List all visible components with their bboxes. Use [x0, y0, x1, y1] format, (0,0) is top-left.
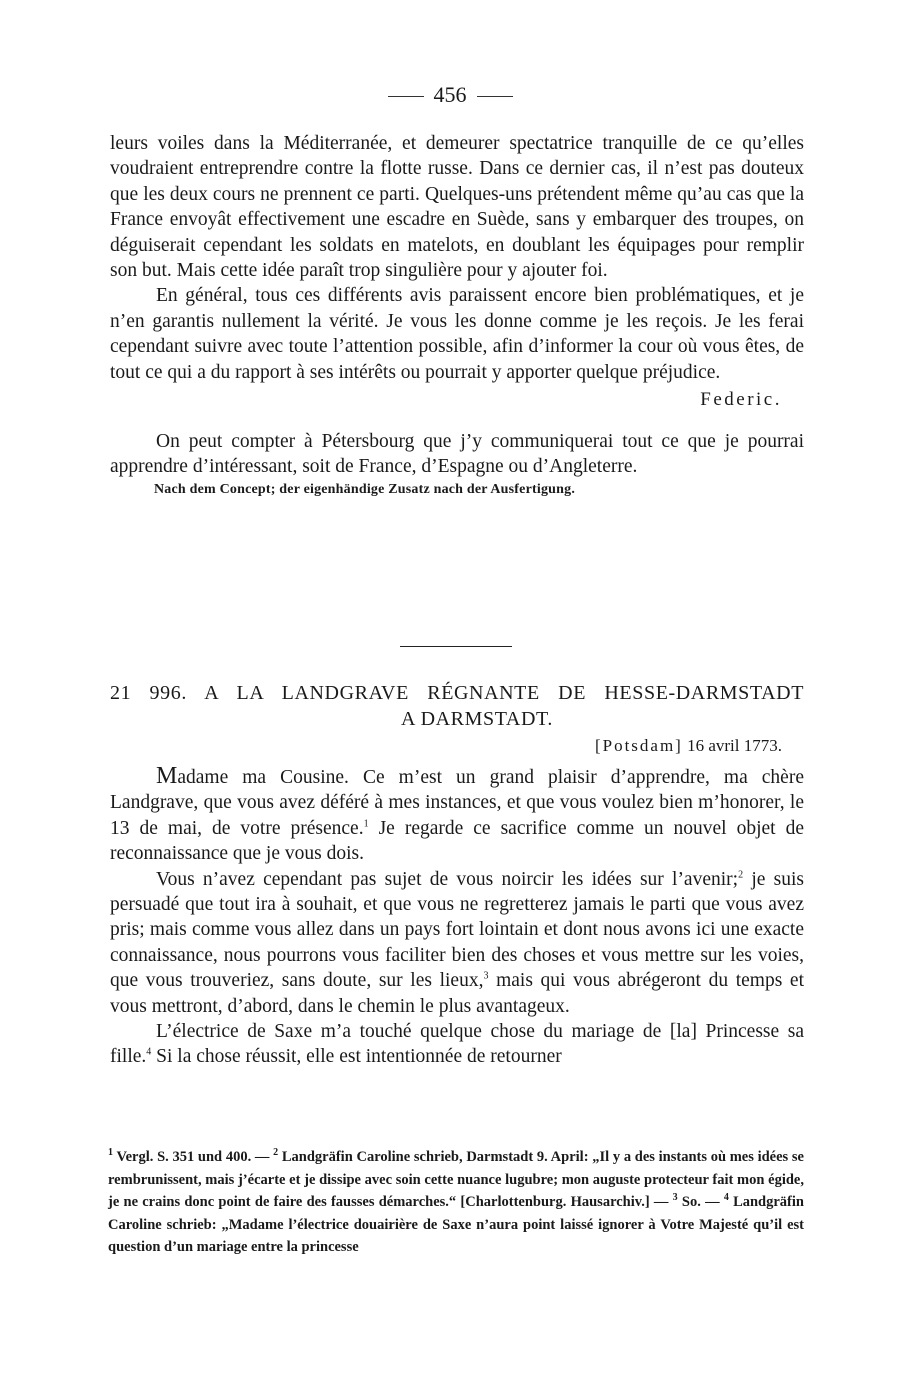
letter-body — [110, 764, 804, 1070]
footnote-3: So. — — [677, 1194, 724, 1211]
letter-number: 21 996. — [110, 682, 187, 704]
letter-heading — [110, 680, 804, 732]
source-note: Nach dem Concept; der eigenhändige Zusatz nach der Ausfertigung. — [154, 481, 576, 497]
footnote-1: Vergl. S. 351 und 400. — — [113, 1149, 274, 1165]
footnote-ref-4: 4 — [146, 1046, 152, 1058]
footnote-mark-2: 2 — [273, 1147, 279, 1159]
letter-paragraph-1: Madame ma Cousine. Ce m’est un grand plaisir d’apprendre, ma chère Landgrave, que vous avez déféré à mes instances, et que vous voulez bien m’honorer, le 13 de mai, de votre présence.$^1$ Je regarde ce sacrifice comme un nouvel objet de reconnaissance que je vous dois. — [110, 763, 804, 865]
letter-heading-line2: A DARMSTADT. — [401, 708, 553, 730]
date: 16 avril 1773. — [687, 736, 782, 755]
footnotes — [108, 1146, 804, 1259]
page-number-dash-left — [388, 96, 424, 97]
footnote-ref-3: 3 — [483, 970, 489, 982]
letter-paragraph-2: Vous n’avez cependant pas sujet de vous noircir les idées sur l’avenir;$^2$ je suis persuadé que tout ira à souhait, et que vous ne regretterez jamais le parti que vous avez pris; mais comme vous allez dans un pays fort lointain et dont nous avons ici une exacte connaissance, nous pourrons vous faciliter bien des choses et vous mettre sur les voies, que vous trouveriez, sans doute, sur les lieux,$^3$ mais qui vous abrégeront du temps et vous mettront, d’abord, dans le chemin le plus avantageux. — [110, 868, 804, 1017]
footnote-mark-4: 4 — [723, 1192, 729, 1204]
footnote-mark-1: 1 — [108, 1147, 113, 1159]
initial-letter: M — [156, 763, 178, 789]
dateline — [595, 736, 782, 756]
letter-paragraph-3: L’électrice de Saxe m’a touché quelque chose du mariage de [la] Princesse sa fille.$^4$ Si la chose réussit, elle est intentionnée de retourner — [110, 1021, 804, 1068]
continued-letter — [110, 131, 804, 498]
paragraph-continuation: leurs voiles dans la Méditerranée, et demeurer spectatrice tranquille de ce qu’elles voudraient entreprendre contre la flotte russe. Dans ce dernier cas, il n’est pas douteux que les deux cours ne prennent ce parti. Quelques-uns prétendent même qu’au cas que la France envoyât effectivement une escadre en Suède, sans y embarquer des troupes, on déguiserait cependant les soldats en matelots, en doublant les équipages pour remplir son but. Mais cette idée paraît trop singulière pour y ajouter foi. — [110, 133, 804, 282]
footnote-mark-3: 3 — [672, 1192, 678, 1204]
page-number: 456 — [0, 82, 900, 108]
footnote-ref-1: 1 — [363, 818, 369, 830]
letter-heading-line1: 21 996. A LA LANDGRAVE RÉGNANTE DE HESSE-DARMSTADT — [110, 682, 805, 704]
date-place: [Potsdam] — [594, 736, 683, 755]
paragraph-general: En général, tous ces différents avis paraissent encore bien problématiques, et je n’en garantis nullement la vérité. Je vous les donne comme je les reçois. Je les ferai cependant suivre avec toute l’attention possible, afin d’informer la cour où vous êtes, de tout ce qui a du rapport à ses intérêts ou pourrait y apporter quelque préjudice. — [110, 285, 804, 383]
signature: Federic. — [700, 389, 782, 411]
section-separator — [400, 646, 512, 647]
footnote-2: Landgräfin Caroline schrieb, Darmstadt 9. April: „Il y a des instants où mes idées se rembrunissent, mais j’écarte et je dissipe avec soin cette nuance lugubre; mon auguste protecteur fait mon égide, je ne crains donc point de faire des fausses démarches.“ [Charlottenburg. Hausarchiv.] — — [108, 1149, 804, 1211]
footnote-ref-2: 2 — [738, 869, 744, 881]
footnote-4: Landgräfin Caroline schrieb: „Madame l’électrice douairière de Saxe n’aura point laissé ignorer à Votre Majesté qu’il est question d’un mariage entre la princesse — [108, 1194, 804, 1256]
postscript: On peut compter à Pétersbourg que j’y communiquerai tout ce que je pourrai apprendre d’intéressant, soit de France, d’Espagne ou d’Angleterre. — [110, 431, 804, 478]
page-number-dash-right — [477, 96, 513, 97]
